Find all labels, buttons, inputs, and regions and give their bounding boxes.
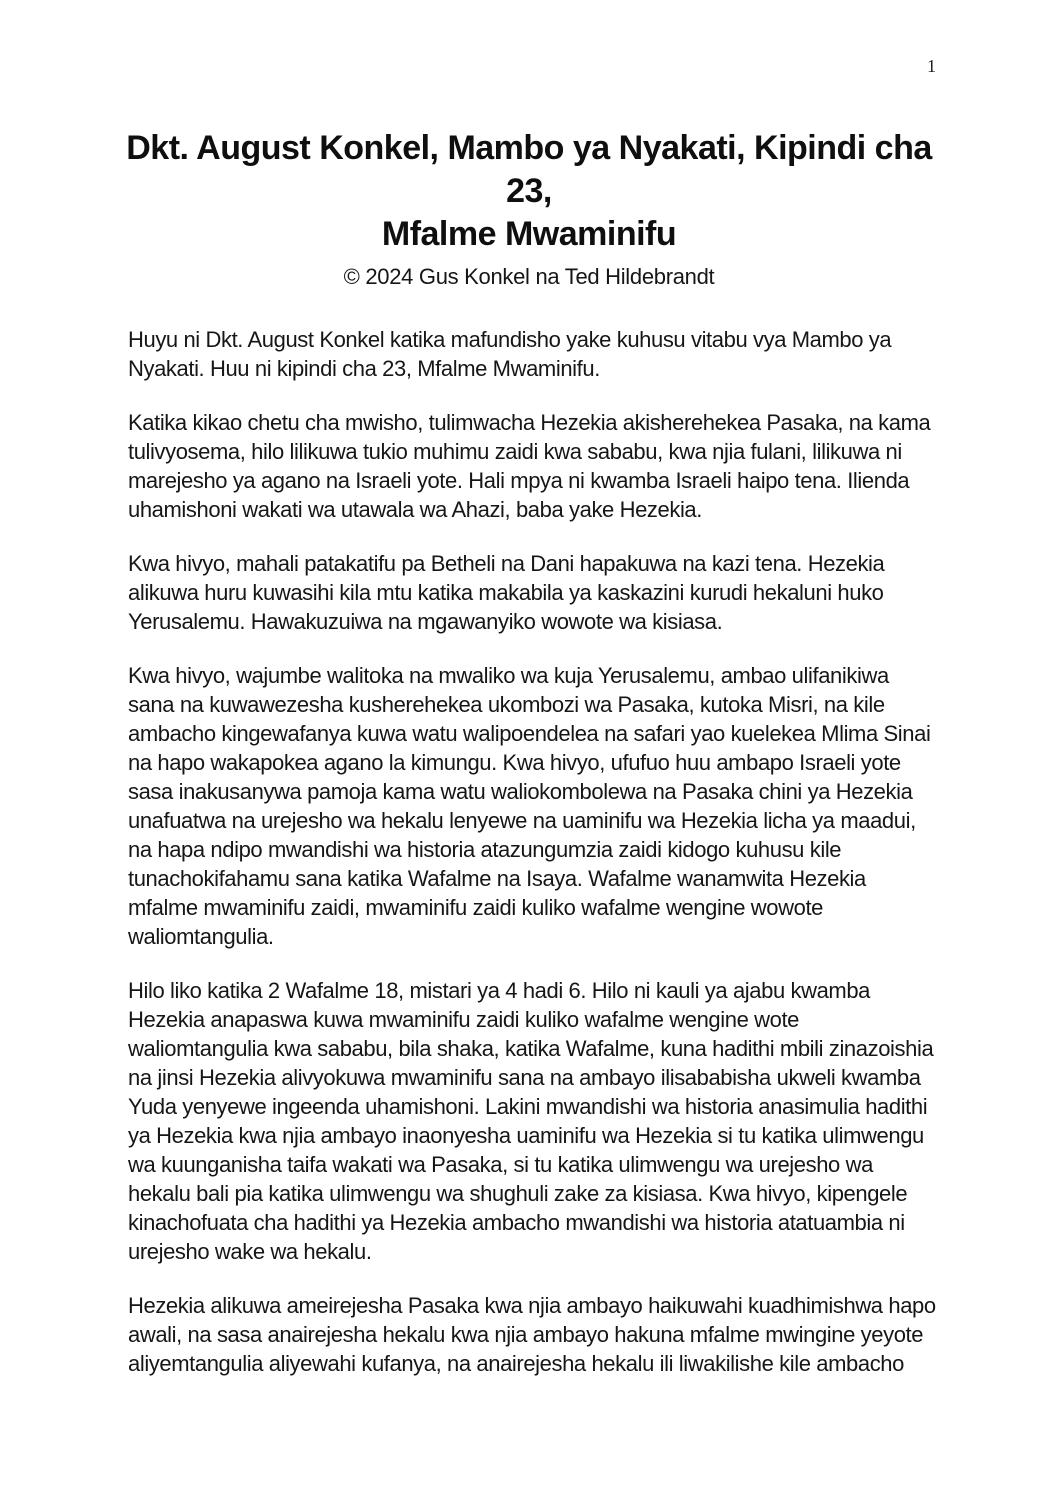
page-number: 1 [927, 56, 936, 76]
paragraph-last-session: Katika kikao chetu cha mwisho, tulimwacha Hezekia akisherehekea Pasaka, na kama tulivyosema, hilo lilikuwa tukio muhimu zaidi kwa sababu, kwa njia fulani, lilikuwa ni marejesho ya agano na Israeli yote. Hali mpya ni kwamba Israeli haipo tena. Ilienda uhamishoni wakati wa utawala wa Ahazi, baba yake Hezekia. [128, 410, 931, 522]
paragraph-temple-restoration: Hezekia alikuwa ameirejesha Pasaka kwa njia ambayo haikuwahi kuadhimishwa hapo awali, na sasa anairejesha hekalu kwa njia ambayo hakuna mfalme mwingine yeyote aliyemtangulia aliyewahi kufanya, na anairejesha hekalu ili liwakilishe kile ambacho [128, 1293, 936, 1376]
title-block [0, 0, 1058, 292]
document-body [128, 325, 936, 1378]
document-title-line-3: Mfalme Mwaminifu [381, 215, 677, 253]
paragraph-2-kings-18: Hilo liko katika 2 Wafalme 18, mistari ya 4 hadi 6. Hilo ni kauli ya ajabu kwamba Hezekia anapaswa kuwa mwaminifu zaidi kuliko wafalme wengine wote waliomtangulia kwa sababu, bila shaka, katika Wafalme, kuna hadithi mbili zinazoishia na jinsi Hezekia alivyokuwa mwaminifu sana na ambayo ilisababisha ukweli kwamba Yuda yenyewe ingeenda uhamishoni. Lakini mwandishi wa historia anasimulia hadithi ya Hezekia kwa njia ambayo inaonyesha uaminifu wa Hezekia si tu katika ulimwengu wa kuunganisha taifa wakati wa Pasaka, si tu katika ulimwengu wa urejesho wa hekalu bali pia katika ulimwengu wa shughuli zake za kisiasa. Kwa hivyo, kipengele kinachofuata cha hadithi ya Hezekia ambacho mwandishi wa historia atatuambia ni urejesho wake wa hekalu. [128, 978, 934, 1264]
paragraph-intro: Huyu ni Dkt. August Konkel katika mafundisho yake kuhusu vitabu vya Mambo ya Nyakati. Huu ni kipindi cha 23, Mfalme Mwaminifu. [128, 327, 892, 381]
document-title-line-2: 23, [506, 172, 552, 210]
copyright-line: © 2024 Gus Konkel na Ted Hildebrandt [343, 264, 715, 289]
paragraph-messengers: Kwa hivyo, wajumbe walitoka na mwaliko wa kuja Yerusalemu, ambao ulifanikiwa sana na kuwawezesha kusherehekea ukombozi wa Pasaka, kutoka Misri, na kile ambacho kingewafanya kuwa watu walipoendelea na safari yao kuelekea Mlima Sinai na hapo wakapokea agano la kimungu. Kwa hivyo, ufufuo huu ambapo Israeli yote sasa inakusanywa pamoja kama watu waliokombolewa na Pasaka chini ya Hezekia unafuatwa na urejesho wa hekalu lenyewe na uaminifu wa Hezekia licha ya maadui, na hapa ndipo mwandishi wa historia atazungumzia zaidi kidogo kuhusu kile tunachokifahamu sana katika Wafalme na Isaya. Wafalme wanamwita Hezekia mfalme mwaminifu zaidi, mwaminifu zaidi kuliko wafalme wengine wowote waliomtangulia. [128, 663, 931, 949]
document-title-line-1: Dkt. August Konkel, Mambo ya Nyakati, Kipindi cha [126, 129, 932, 167]
paragraph-sanctuaries: Kwa hivyo, mahali patakatifu pa Betheli na Dani hapakuwa na kazi tena. Hezekia alikuwa huru kuwasihi kila mtu katika makabila ya kaskazini kurudi hekaluni huko Yerusalemu. Hawakuzuiwa na mgawanyiko wowote wa kisiasa. [128, 551, 885, 634]
